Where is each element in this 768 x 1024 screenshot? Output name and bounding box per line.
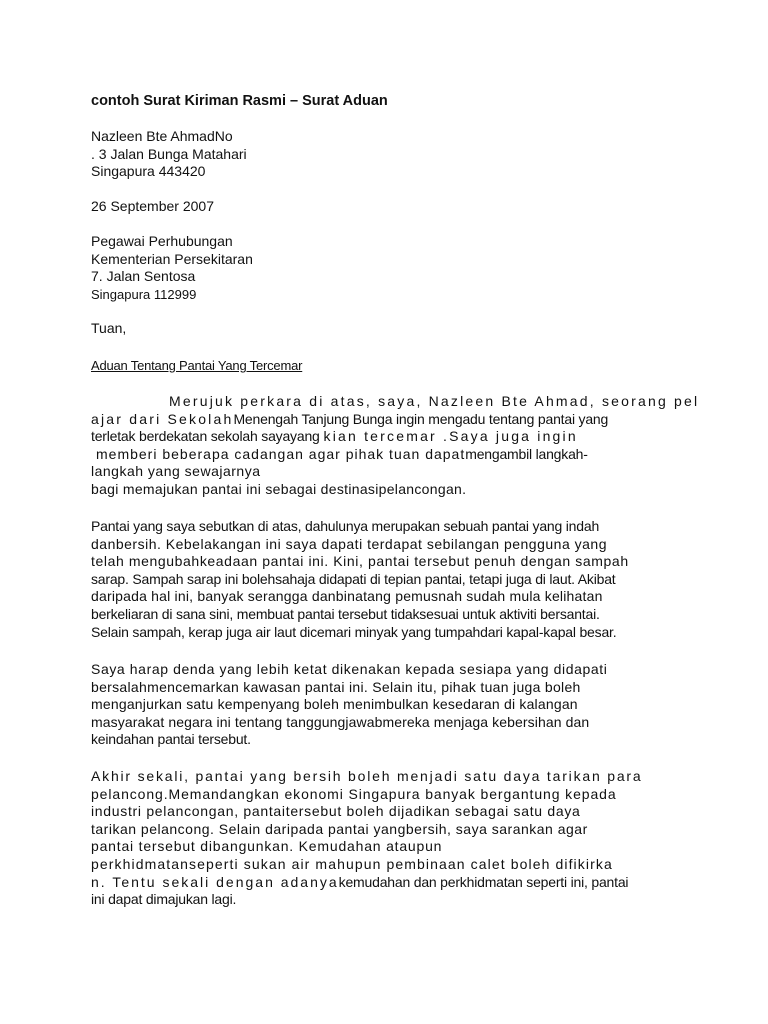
paragraph-1-line-3b: kian tercemar .Saya juga ingin bbox=[323, 428, 578, 445]
paragraph-1-line-4a: memberi beberapa cadangan agar pihak tuan dapat bbox=[96, 445, 466, 462]
paragraph-2-line-1: Pantai yang saya sebutkan di atas, dahulunya merupakan sebuah pantai yang indah bbox=[91, 518, 600, 534]
paragraph-2-line-5: daripada hal ini, banyak serangga danbinatang pemusnah sudah mula kelihatan bbox=[91, 588, 603, 605]
sender-line-1: Nazleen Bte AhmadNo bbox=[91, 128, 233, 144]
paragraph-2-line-4: sarap. Sampah sarap ini bolehsahaja didapati di tepian pantai, tetapi juga di laut. Akibat bbox=[91, 570, 616, 587]
recipient-line-3: 7. Jalan Sentosa bbox=[91, 268, 196, 285]
paragraph-1-line-2a: ajar dari Sekolah bbox=[91, 410, 234, 427]
letter-subject: Aduan Tentang Pantai Yang Tercemar bbox=[91, 358, 303, 373]
paragraph-2-line-3: telah mengubahkeadaan pantai ini. Kini, pantai tersebut penuh dengan sampah bbox=[91, 553, 629, 570]
paragraph-2-line-2: danbersih. Kebelakangan ini saya dapati terdapat sebilangan pengguna yang bbox=[91, 535, 607, 552]
paragraph-4-line-8: ini dapat dimajukan lagi. bbox=[91, 891, 237, 908]
sender-address bbox=[91, 128, 708, 181]
paragraph-3-line-2: bersalahmencemarkan kawasan pantai ini. Selain itu, pihak tuan juga boleh bbox=[91, 678, 581, 695]
recipient-line-2: Kementerian Persekitaran bbox=[91, 250, 253, 267]
paragraph-1-line-1: Merujuk perkara di atas, saya, Nazleen Bte Ahmad, seorang pel bbox=[169, 393, 700, 409]
paragraph-4-line-5: pantai tersebut dibangunkan. Kemudahan ataupun bbox=[91, 838, 443, 855]
paragraph-4 bbox=[91, 768, 708, 909]
paragraph-1-line-3a: terletak berdekatan sekolah sayayang bbox=[91, 428, 320, 445]
sender-line-2: . 3 Jalan Bunga Matahari bbox=[91, 145, 247, 162]
paragraph-3 bbox=[91, 661, 708, 749]
salutation: Tuan, bbox=[91, 320, 127, 336]
paragraph-3-line-4: masyarakat negara ini tentang tanggungjawabmereka menjaga kebersihan dan bbox=[91, 713, 590, 730]
paragraph-1-line-6: bagi memajukan pantai ini sebagai destinasipelancongan. bbox=[91, 480, 467, 497]
paragraph-4-line-6: perkhidmatanseperti sukan air mahupun pembinaan calet boleh difikirka bbox=[91, 855, 613, 872]
paragraph-1-line-5: langkah yang sewajarnya bbox=[91, 463, 261, 480]
paragraph-2-line-6: berkeliaran di sana sini, membuat pantai tersebut tidaksesuai untuk aktiviti bersantai. bbox=[91, 605, 600, 622]
paragraph-4-line-7a: n. Tentu sekali dengan adanya bbox=[91, 873, 339, 890]
letter-date: 26 September 2007 bbox=[91, 198, 214, 214]
paragraph-3-line-3: menganjurkan satu kempenyang boleh menimbulkan kesedaran di kalangan bbox=[91, 696, 578, 713]
paragraph-1-line-2b: Menengah Tanjung Bunga ingin mengadu tentang pantai yang bbox=[233, 410, 609, 427]
paragraph-4-line-4: tarikan pelancong. Selain daripada pantai yangbersih, saya sarankan agar bbox=[91, 820, 588, 837]
paragraph-4-line-3: industri pelancongan, pantaitersebut boleh dijadikan sebagai satu daya bbox=[91, 803, 581, 820]
recipient-line-4: Singapura 112999 bbox=[91, 286, 197, 302]
paragraph-4-line-7b: kemudahan dan perkhidmatan seperti ini, pantai bbox=[338, 873, 629, 890]
paragraph-2 bbox=[91, 518, 708, 641]
recipient-address bbox=[91, 233, 708, 303]
paragraph-3-line-1: Saya harap denda yang lebih ketat dikenakan kepada sesiapa yang didapati bbox=[91, 661, 608, 677]
paragraph-4-line-1: Akhir sekali, pantai yang bersih boleh menjadi satu daya tarikan para bbox=[91, 768, 643, 784]
paragraph-2-line-7: Selain sampah, kerap juga air laut dicemari minyak yang tumpahdari kapal-kapal besar. bbox=[91, 623, 617, 640]
paragraph-3-line-5: keindahan pantai tersebut. bbox=[91, 731, 251, 748]
document-title: contoh Surat Kiriman Rasmi – Surat Aduan bbox=[91, 93, 388, 109]
paragraph-1 bbox=[91, 393, 708, 499]
paragraph-4-line-2: pelancong.Memandangkan ekonomi Singapura banyak bergantung kepada bbox=[91, 785, 617, 802]
paragraph-1-line-4b: mengambil langkah- bbox=[465, 445, 588, 462]
recipient-line-1: Pegawai Perhubungan bbox=[91, 233, 233, 249]
sender-line-3: Singapura 443420 bbox=[91, 163, 206, 180]
